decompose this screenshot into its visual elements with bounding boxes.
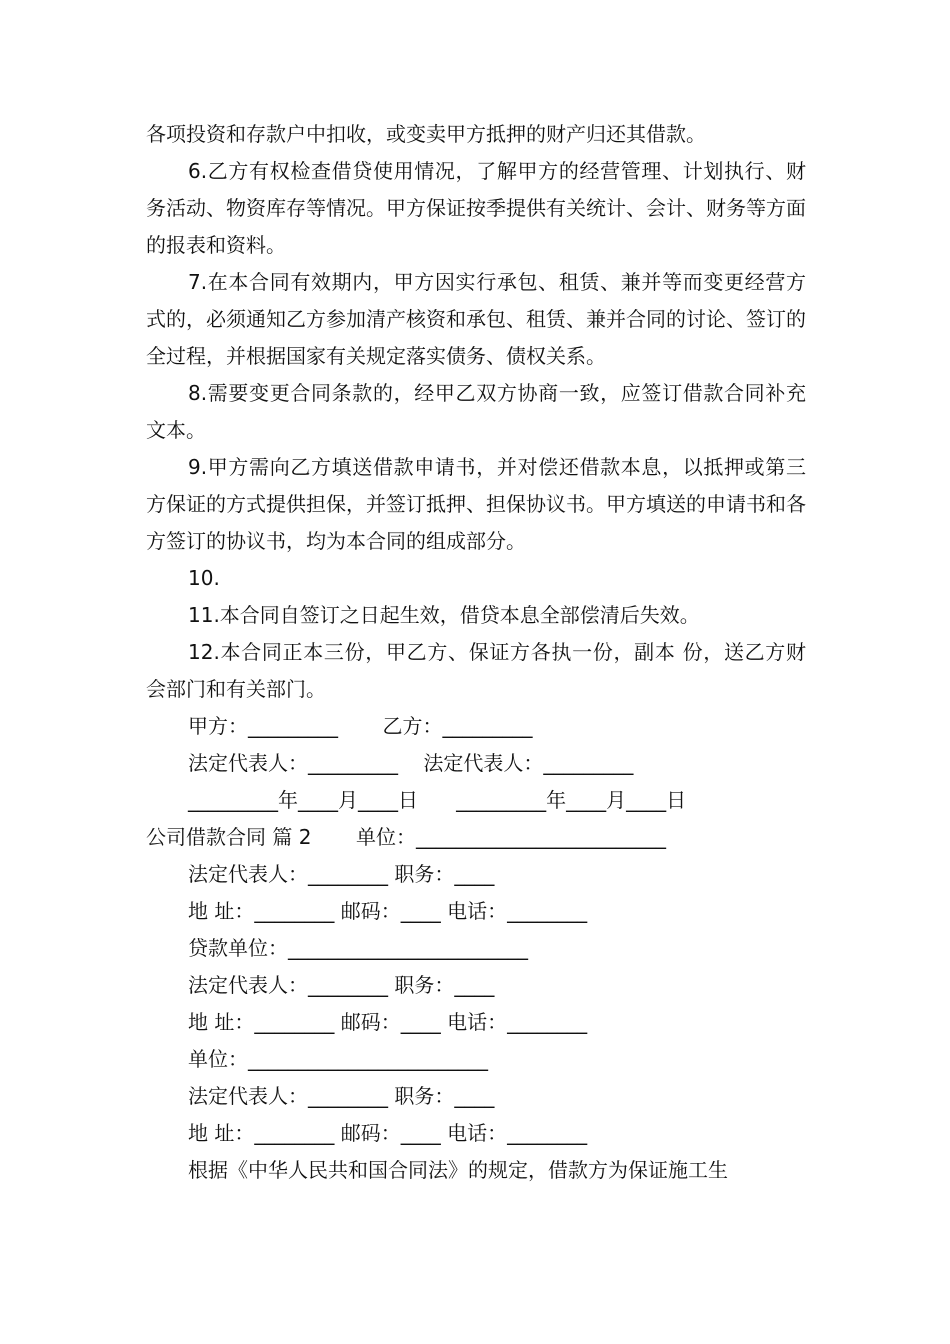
clause-6: 6.乙方有权检查借贷使用情况，了解甲方的经营管理、计划执行、财务活动、物资库存等情况。甲方保证按季提供有关统计、会计、财务等方面的报表和资料。 — [146, 159, 806, 257]
clause-7: 7.在本合同有效期内，甲方因实行承包、租赁、兼并等而变更经营方式的，必须通知乙方参加清产核资和承包、租赁、兼并合同的讨论、签订的全过程，并根据国家有关规定落实债务、债权关系。 — [146, 270, 806, 368]
signature-representative-row: 法定代表人：_________ 法定代表人：_________ — [188, 751, 634, 775]
party-address-row: 地 址：________ 邮码：____ 电话：________ — [188, 899, 588, 923]
clause-9: 9.甲方需向乙方填送借款申请书，并对偿还借款本息，以抵押或第三方保证的方式提供担保，并签订抵押、担保协议书。甲方填送的申请书和各方签订的协议书，均为本合同的组成部分。 — [146, 455, 806, 553]
clause-10: 10. — [188, 566, 220, 590]
lender-address-row: 地 址：________ 邮码：____ 电话：________ — [188, 1010, 588, 1034]
guarantor-representative-row: 法定代表人：________ 职务：____ — [188, 1084, 495, 1108]
contract2-header: 公司借款合同 篇 2 单位：_________________________ — [146, 825, 666, 849]
signature-parties-row: 甲方：_________ 乙方：_________ — [188, 714, 533, 738]
guarantor-unit-row: 单位：________________________ — [188, 1047, 488, 1071]
signature-date-row: _________年____月____日 _________年____月____日 — [188, 788, 687, 812]
guarantor-address-row: 地 址：________ 邮码：____ 电话：________ — [188, 1121, 588, 1145]
document-body — [146, 116, 806, 1189]
clause-12: 12.本合同正本三份，甲乙方、保证方各执一份，副本 份，送乙方财会部门和有关部门。 — [146, 640, 806, 701]
clause-11: 11.本合同自签订之日起生效，借贷本息全部偿清后失效。 — [188, 603, 700, 627]
lender-unit-row: 贷款单位：________________________ — [188, 936, 528, 960]
clause-8: 8.需要变更合同条款的，经甲乙双方协商一致，应签订借款合同补充文本。 — [146, 381, 806, 442]
paragraph-continuation: 各项投资和存款户中扣收，或变卖甲方抵押的财产归还其借款。 — [146, 122, 706, 146]
preamble-paragraph: 根据《中华人民共和国合同法》的规定，借款方为保证施工生 — [188, 1158, 728, 1182]
party-representative-row: 法定代表人：________ 职务：____ — [188, 862, 495, 886]
lender-representative-row: 法定代表人：________ 职务：____ — [188, 973, 495, 997]
